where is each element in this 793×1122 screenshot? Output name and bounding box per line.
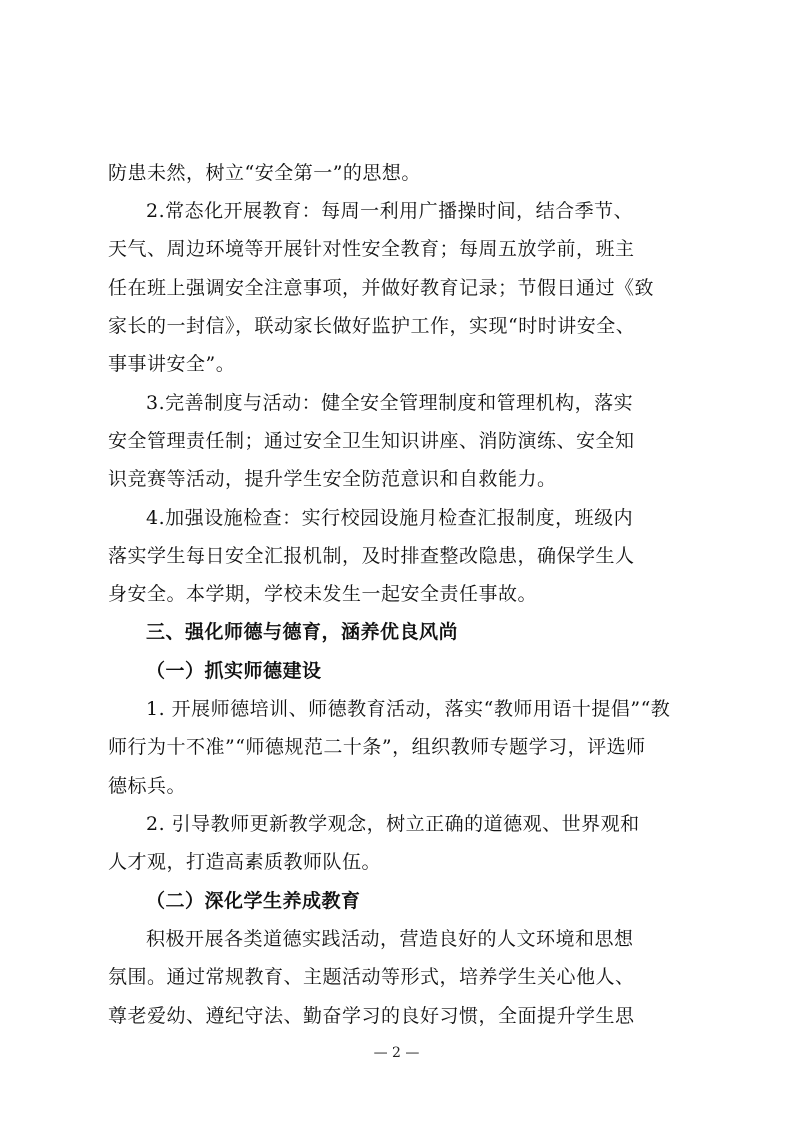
section-heading: 三、强化师德与德育，涵养优良风尚 xyxy=(146,621,459,643)
text-line: 师行为十不准”“师德规范二十条”，组织教师专题学习，评选师 xyxy=(108,736,646,758)
text-line: 氛围。通过常规教育、主题活动等形式，培养学生关心他人、 xyxy=(108,966,635,988)
text-line: 4.加强设施检查：实行校园设施月检查汇报制度，班级内 xyxy=(146,507,634,529)
subsection-heading: （二）深化学生养成教育 xyxy=(146,890,361,912)
text-line: 事事讲安全”。 xyxy=(108,353,236,375)
text-line: 家长的一封信》，联动家长做好监护工作，实现“时时讲安全、 xyxy=(108,315,636,337)
text-line: 2. 引导教师更新教学观念，树立正确的道德观、世界观和 xyxy=(146,813,640,835)
text-line: 安全管理责任制；通过安全卫生知识讲座、消防演练、安全知 xyxy=(108,430,635,452)
text-line: 防患未然，树立“安全第一”的思想。 xyxy=(108,162,421,184)
text-line: 德标兵。 xyxy=(108,775,187,797)
text-line: 人才观，打造高素质教师队伍。 xyxy=(108,851,382,873)
text-line: 尊老爱幼、遵纪守法、勤奋学习的良好习惯，全面提升学生思 xyxy=(108,1005,635,1027)
text-line: 天气、周边环境等开展针对性安全教育；每周五放学前，班主 xyxy=(108,238,635,260)
text-line: 3.完善制度与活动：健全安全管理制度和管理机构，落实 xyxy=(146,392,634,414)
text-line: 落实学生每日安全汇报机制，及时排查整改隐患，确保学生人 xyxy=(108,545,635,567)
text-line: 身安全。本学期，学校未发生一起安全责任事故。 xyxy=(108,583,538,605)
text-line: 识竞赛等活动，提升学生安全防范意识和自救能力。 xyxy=(108,468,557,490)
page-number: — 2 — xyxy=(373,1045,420,1061)
text-line: 任在班上强调安全注意事项，并做好教育记录；节假日通过《致 xyxy=(108,277,655,299)
text-line: 2.常态化开展教育：每周一利用广播操时间，结合季节、 xyxy=(146,200,634,222)
text-line: 积极开展各类道德实践活动，营造良好的人文环境和思想 xyxy=(146,928,634,950)
text-line: 1. 开展师德培训、师德教育活动，落实“教师用语十提倡”“教 xyxy=(146,698,671,720)
subsection-heading: （一）抓实师德建设 xyxy=(146,660,322,682)
